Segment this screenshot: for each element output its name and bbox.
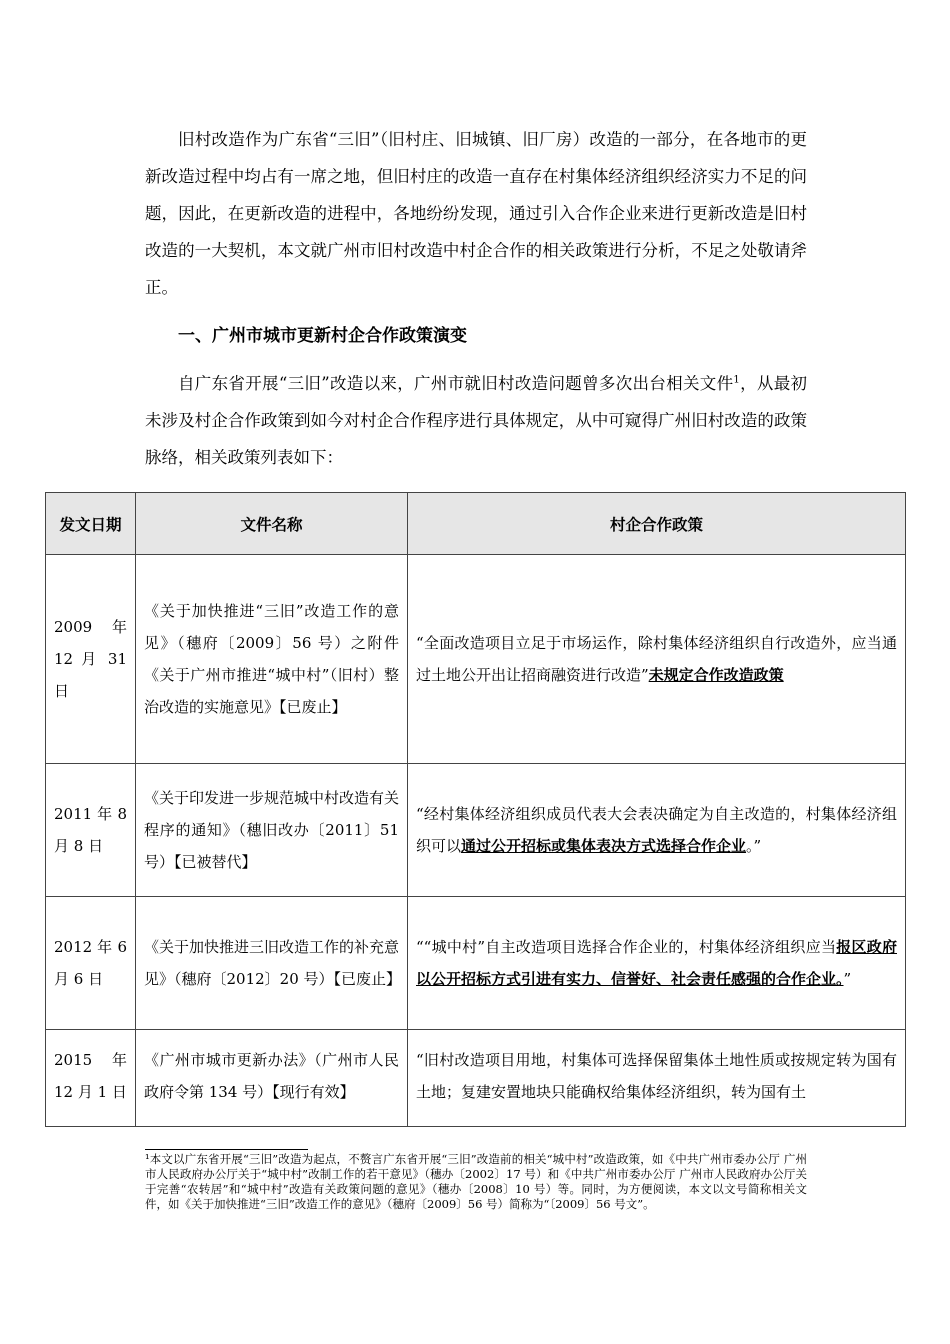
- policy-emphasis: 通过公开招标或集体表决方式选择合作企业: [461, 837, 747, 855]
- policy-intro-text: 自广东省开展“三旧”改造以来，广州市就旧村改造问题曾多次出台相关文件: [178, 374, 734, 393]
- row-policy: [408, 1030, 906, 1127]
- row-date: 2009 年 12 月 31 日: [46, 555, 136, 764]
- row-policy: [408, 555, 906, 764]
- policy-quote: ““城中村”自主改造项目选择合作企业的，村集体经济组织应当: [416, 938, 837, 956]
- table-row: [46, 764, 906, 897]
- row-date: [46, 1030, 136, 1127]
- row-document: 《关于加快推进“三旧”改造工作的意见》（穗府〔2009〕56 号）之附件《关于广州市推进“城中村”（旧村）整治改造的实施意见》【已废止】: [136, 555, 408, 764]
- row-document: 《关于加快推进三旧改造工作的补充意见》（穗府〔2012〕20 号）【已废止】: [136, 897, 408, 1030]
- row-date-clip: 2015 年 12 月 1 日: [54, 1051, 127, 1101]
- row-document-clip: 《广州市城市更新办法》（广州市人民政府令第 134 号）【现行有效】: [144, 1051, 399, 1101]
- policy-tail: ”: [843, 970, 852, 988]
- row-date: 2012 年 6 月 6 日: [46, 897, 136, 1030]
- footnote-separator: [145, 1149, 308, 1150]
- table-header-row: [46, 493, 906, 555]
- footnote-marker[interactable]: 1: [733, 374, 740, 386]
- table-row: [46, 555, 906, 764]
- column-header-document: 文件名称: [136, 493, 408, 555]
- policy-quote: “全面改造项目立足于市场运作，除村集体经济组织自行改造外，应当通过土地公开出让招商融资进行改造”: [416, 634, 897, 684]
- row-date: 2011 年 8 月 8 日: [46, 764, 136, 897]
- row-policy-clip: “旧村改造项目用地，村集体可选择保留集体土地性质或按规定转为国有土地；复建安置地块只能确权给集体经济组织，转为国有土: [416, 1051, 897, 1101]
- policy-table: [45, 492, 906, 1127]
- row-document: 《关于印发进一步规范城中村改造有关程序的通知》（穗旧改办〔2011〕51 号）【已被替代】: [136, 764, 408, 897]
- footnote: ¹本文以广东省开展“三旧”改造为起点，不赘言广东省开展“三旧”改造前的相关“城中村”改造政策，如《中共广州市委办公厅 广州市人民政府办公厅关于“城中村”改制工作的若干意见》（穗办〔2002〕17 号）和《中共广州市委办公厅 广州市人民政府办公厅关于完善“农转居”和“城中村”改造有关政策问题的意见》（穗办〔2008〕10 号）等。同时，为方便阅读，本文以文号简称相关文件，如《关于加快推进“三旧”改造工作的意见》（穗府〔2009〕56 号）简称为“〔2009〕56 号文”。: [145, 1152, 807, 1211]
- table-row: [46, 897, 906, 1030]
- policy-quote: “经村集体经济组织成员代表大会表决确定为自主改造的，村集体经济组织可以: [416, 805, 897, 855]
- policy-emphasis: 未规定合作改造政策: [648, 666, 784, 684]
- intro-paragraph: 旧村改造作为广东省“三旧”（旧村庄、旧城镇、旧厂房）改造的一部分，在各地市的更新改造过程中均占有一席之地，但旧村庄的改造一直存在村集体经济组织经济实力不足的问题，因此，在更新改造的进程中，各地纷纷发现，通过引入合作企业来进行更新改造是旧村改造的一大契机，本文就广州市旧村改造中村企合作的相关政策进行分析，不足之处敬请斧正。: [145, 130, 807, 297]
- section-heading: 一、广州市城市更新村企合作政策演变: [178, 326, 467, 346]
- row-policy: [408, 897, 906, 1030]
- row-policy: [408, 764, 906, 897]
- column-header-policy: 村企合作政策: [408, 493, 906, 555]
- row-document: [136, 1030, 408, 1127]
- policy-tail: 。”: [746, 837, 762, 855]
- table-row: [46, 1030, 906, 1127]
- policy-intro-paragraph: [145, 365, 807, 476]
- policy-intro-text-continued: ，从最初未涉及村企合作政策到如今对村企合作程序进行具体规定，从中可窥得广州旧村改造的政策脉络，相关政策列表如下：: [145, 374, 808, 467]
- column-header-date: 发文日期: [46, 493, 136, 555]
- policy-emphasis: 报区政府以公开招标方式引进有实力、信誉好、社会责任感强的合作企业。: [416, 938, 897, 988]
